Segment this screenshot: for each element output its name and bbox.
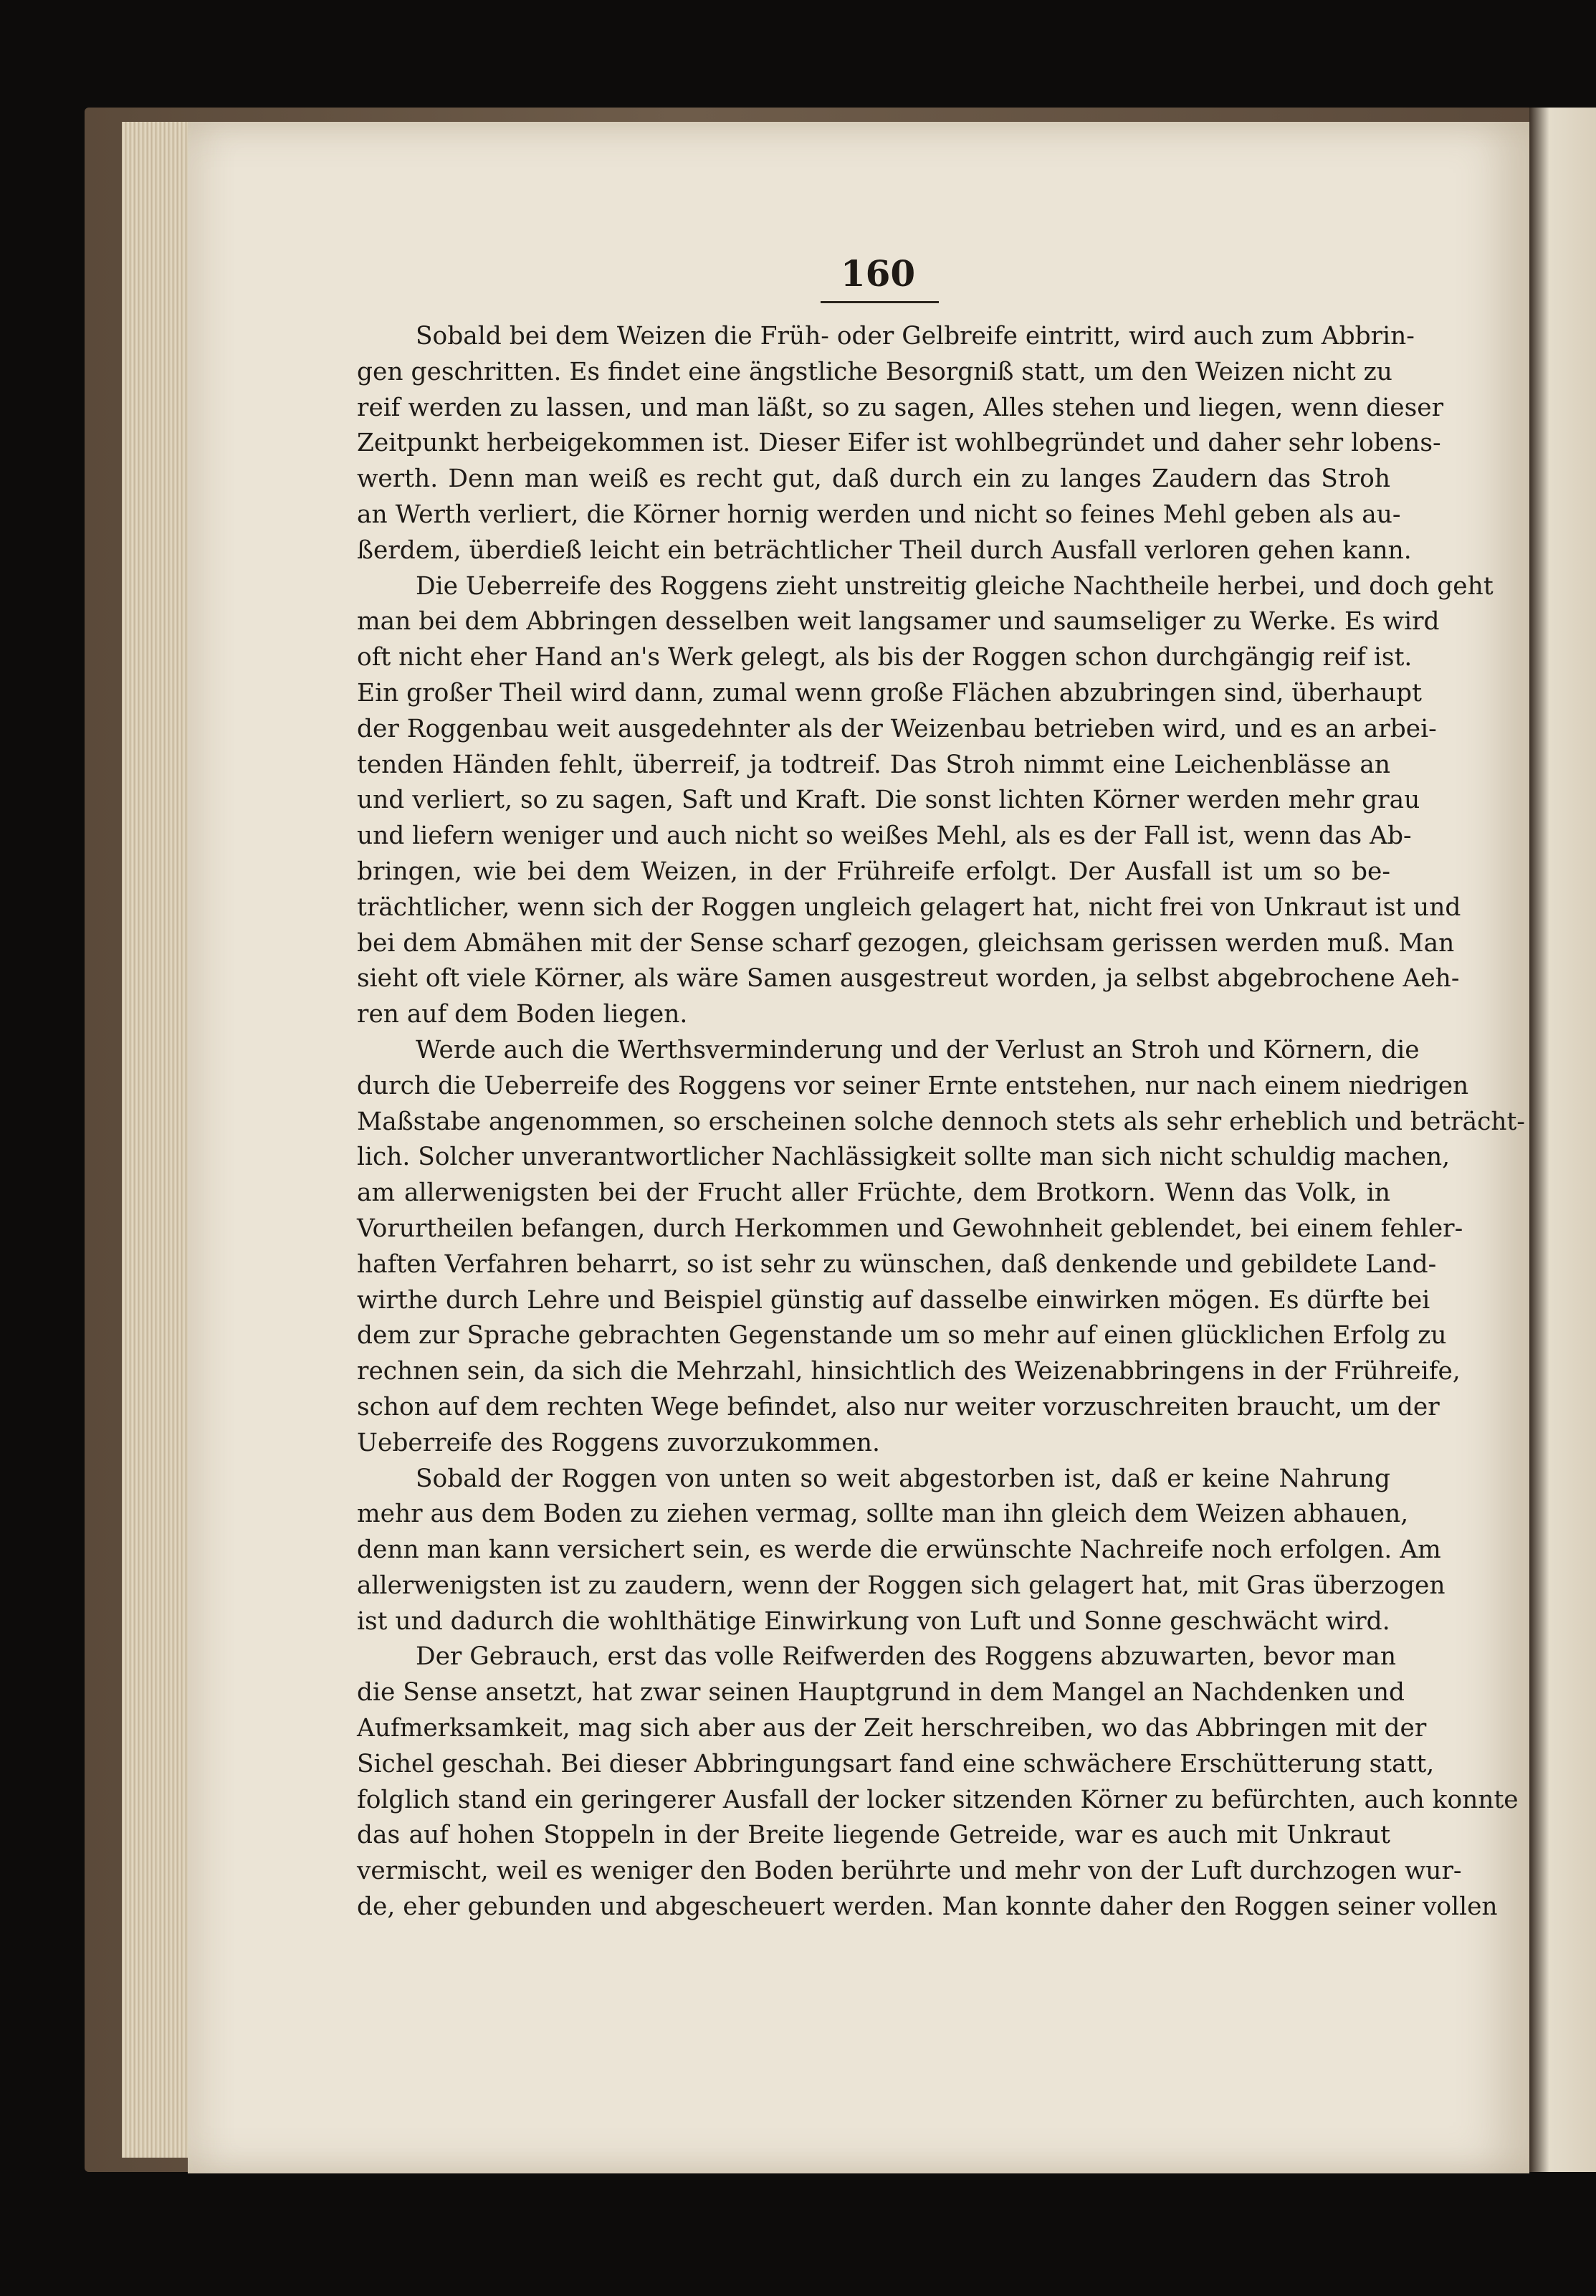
text-line: denn man kann versichert sein, es werde die erwünschte Nachreife noch erfolgen. Am (357, 1535, 1441, 1565)
text-line: allerwenigsten ist zu zaudern, wenn der Roggen sich gelagert hat, mit Gras überzogen (357, 1571, 1446, 1600)
text-line: Sobald der Roggen von unten so weit abgestorben ist, daß er keine Nahrung (416, 1464, 1390, 1493)
text-line: Werde auch die Werthsverminderung und der Verlust an Stroh und Körnern, die (416, 1035, 1420, 1064)
text-line: bringen, wie bei dem Weizen, in der Frühreife erfolgt. Der Ausfall ist um so be- (357, 857, 1390, 886)
text-line: und liefern weniger und auch nicht so weißes Mehl, als es der Fall ist, wenn das Ab- (357, 821, 1412, 851)
text-line: bei dem Abmähen mit der Sense scharf gezogen, gleichsam gerissen werden muß. Man (357, 928, 1455, 958)
page-number: 160 (840, 252, 916, 295)
text-line: Maßstabe angenommen, so erscheinen solche dennoch stets als sehr erheblich und beträcht- (357, 1107, 1525, 1136)
text-line: Ueberreife des Roggens zuvorzukommen. (357, 1428, 880, 1457)
text-line: haften Verfahren beharrt, so ist sehr zu wünschen, daß denkende und gebildete Land- (357, 1249, 1437, 1279)
text-line: Die Ueberreife des Roggens zieht unstreitig gleiche Nachtheile herbei, und doch geht (416, 571, 1494, 601)
text-line: oft nicht eher Hand an's Werk gelegt, als bis der Roggen schon durchgängig reif ist. (357, 643, 1413, 672)
text-line: lich. Solcher unverantwortlicher Nachlässigkeit sollte man sich nicht schuldig machen, (357, 1143, 1451, 1172)
text-line: Aufmerksamkeit, mag sich aber aus der Zeit herschreiben, wo das Abbringen mit der (357, 1714, 1427, 1743)
text-line: durch die Ueberreife des Roggens vor seiner Ernte entstehen, nur nach einem niedrigen (357, 1071, 1469, 1100)
text-line: der Roggenbau weit ausgedehnter als der Weizenbau betrieben wird, und es an arbei- (357, 714, 1437, 743)
text-line: Zeitpunkt herbeigekommen ist. Dieser Eifer ist wohlbegründet und daher sehr lobens- (357, 429, 1441, 458)
text-line: vermischt, weil es weniger den Boden berührte und mehr von der Luft durchzogen wur- (357, 1857, 1462, 1886)
text-line: gen geschritten. Es findet eine ängstliche Besorgniß statt, um den Weizen nicht zu (357, 357, 1392, 386)
text-line: die Sense ansetzt, hat zwar seinen Hauptgrund in dem Mangel an Nachdenken und (357, 1678, 1405, 1707)
text-line: sieht oft viele Körner, als wäre Samen ausgestreut worden, ja selbst abgebrochene Aeh- (357, 964, 1460, 994)
text-line: an Werth verliert, die Körner hornig werden und nicht so feines Mehl geben als au- (357, 500, 1401, 529)
text-line: Vorurtheilen befangen, durch Herkommen und Gewohnheit geblendet, bei einem fehler- (357, 1214, 1463, 1243)
text-line: und verliert, so zu sagen, Saft und Kraft. Die sonst lichten Körner werden mehr grau (357, 786, 1420, 815)
body-text (357, 319, 1525, 1925)
text-line: Der Gebrauch, erst das volle Reifwerden des Roggens abzuwarten, bevor man (416, 1642, 1397, 1672)
text-line: Ein großer Theil wird dann, zumal wenn große Flächen abzubringen sind, überhaupt (357, 678, 1422, 708)
text-line: ßerdem, überdieß leicht ein beträchtlicher Theil durch Ausfall verloren gehen kann. (357, 535, 1412, 565)
text-line: ist und dadurch die wohlthätige Einwirkung von Luft und Sonne geschwächt wird. (357, 1606, 1390, 1636)
text-line: ren auf dem Boden liegen. (357, 1000, 688, 1029)
text-line: am allerwenigsten bei der Frucht aller Früchte, dem Brotkorn. Wenn das Volk, in (357, 1178, 1390, 1208)
next-page-edge (1529, 108, 1596, 2172)
text-line: reif werden zu lassen, und man läßt, so zu sagen, Alles stehen und liegen, wenn dieser (357, 393, 1444, 422)
text-line: man bei dem Abbringen desselben weit langsamer und saumseliger zu Werke. Es wird (357, 607, 1440, 637)
text-line: folglich stand ein geringerer Ausfall der locker sitzenden Körner zu befürchten, auch konnte (357, 1785, 1519, 1814)
text-line: rechnen sein, da sich die Mehrzahl, hinsichtlich des Weizenabbringens in der Frühreife, (357, 1357, 1461, 1386)
text-line: tenden Händen fehlt, überreif, ja todtreif. Das Stroh nimmt eine Leichenblässe an (357, 750, 1390, 779)
text-line: trächtlicher, wenn sich der Roggen ungleich gelagert hat, nicht frei von Unkraut ist und (357, 892, 1461, 922)
text-line: mehr aus dem Boden zu ziehen vermag, sollte man ihn gleich dem Weizen abhauen, (357, 1500, 1409, 1529)
text-line: dem zur Sprache gebrachten Gegenstande um so mehr auf einen glücklichen Erfolg zu (357, 1321, 1447, 1351)
text-line: wirthe durch Lehre und Beispiel günstig auf dasselbe einwirken mögen. Es dürfte bei (357, 1285, 1430, 1315)
text-line: de, eher gebunden und abgescheuert werden. Man konnte daher den Roggen seiner vollen (357, 1892, 1498, 1922)
text-line: Sobald bei dem Weizen die Früh- oder Gelbreife eintritt, wird auch zum Abbrin- (416, 322, 1415, 351)
page-edges (122, 122, 193, 2158)
text-line: das auf hohen Stoppeln in der Breite liegende Getreide, war es auch mit Unkraut (357, 1821, 1390, 1850)
text-line: Sichel geschah. Bei dieser Abbringungsart fand eine schwächere Erschütterung statt, (357, 1749, 1435, 1778)
text-line: schon auf dem rechten Wege befindet, also nur weiter vorzuschreiten braucht, um der (357, 1392, 1440, 1421)
page-number-rule (821, 301, 939, 303)
text-line: werth. Denn man weiß es recht gut, daß durch ein zu langes Zaudern das Stroh (357, 465, 1390, 494)
